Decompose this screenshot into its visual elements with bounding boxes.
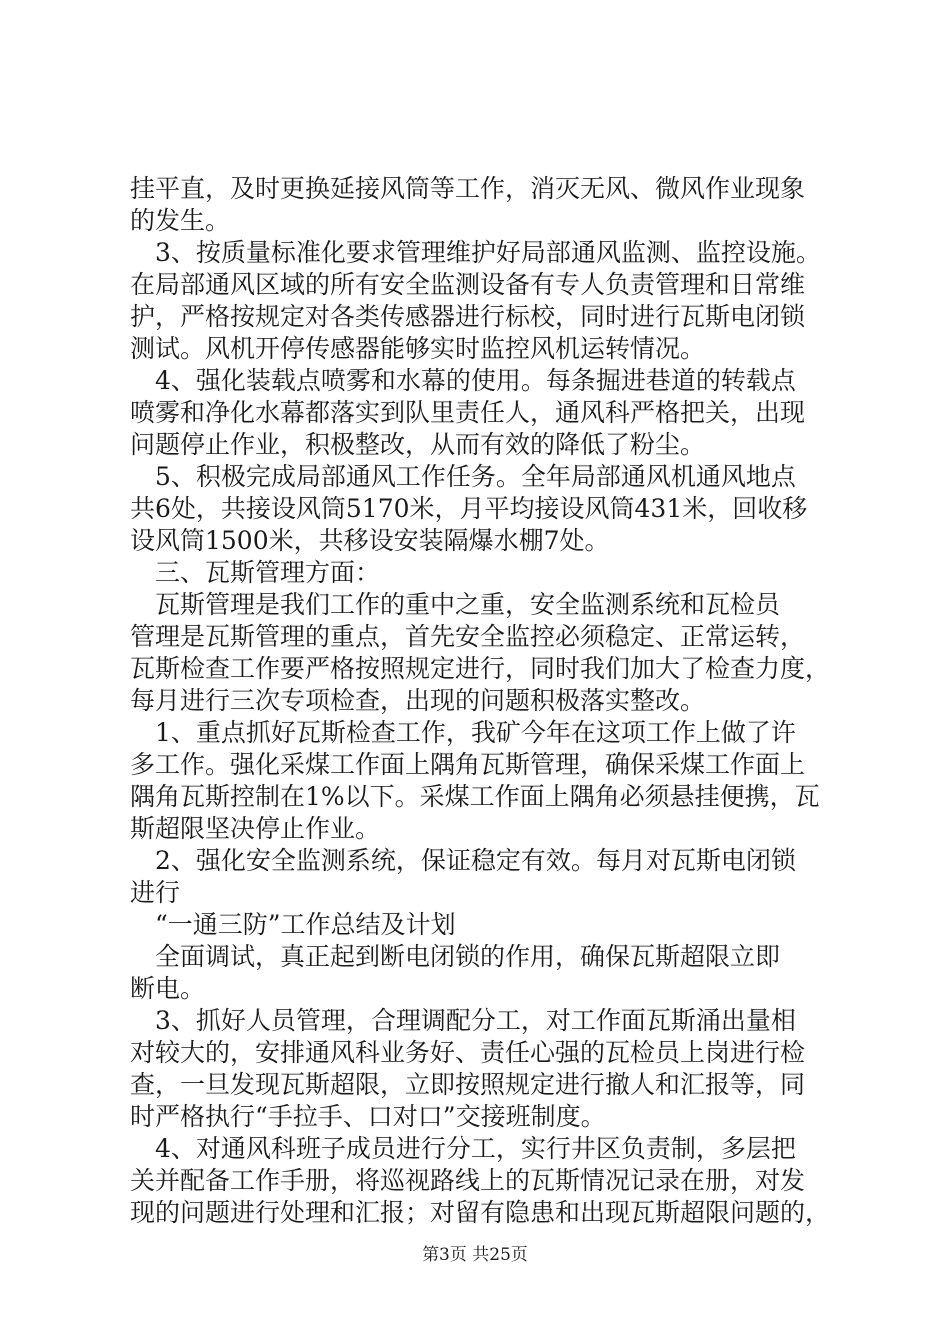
- text-line: 全面调试，真正起到断电闭锁的作用，确保瓦斯超限立即: [130, 942, 781, 971]
- text-line: 斯超限坚决停止作业。: [130, 814, 381, 843]
- text-line: 5、积极完成局部通风工作任务。全年局部通风机通风地点: [130, 462, 796, 491]
- page-footer: 第3页 共25页: [422, 1245, 528, 1265]
- text-line: 1、重点抓好瓦斯检查工作，我矿今年在这项工作上做了许: [130, 718, 796, 747]
- text-line: 现的问题进行处理和汇报；对留有隐患和出现瓦斯超限问题的，: [130, 1198, 831, 1227]
- text-line: 对较大的，安排通风科业务好、责任心强的瓦检员上岗进行检: [130, 1038, 806, 1067]
- text-line: 多工作。强化采煤工作面上隅角瓦斯管理，确保采煤工作面上: [130, 750, 806, 779]
- text-line: 测试。风机开停传感器能够实时监控风机运转情况。: [130, 334, 706, 363]
- text-line: 喷雾和净化水幕都落实到队里责任人，通风科严格把关，出现: [130, 398, 806, 427]
- text-line: “一通三防”工作总结及计划: [130, 910, 456, 939]
- text-line: 管理是瓦斯管理的重点，首先安全监控必须稳定、正常运转，: [130, 622, 806, 651]
- text-line: 3、按质量标准化要求管理维护好局部通风监测、监控设施。: [130, 238, 821, 267]
- text-line: 3、抓好人员管理，合理调配分工，对工作面瓦斯涌出量相: [130, 1006, 796, 1035]
- text-line: 瓦斯管理是我们工作的重中之重，安全监测系统和瓦检员: [130, 590, 781, 619]
- text-line: 查，一旦发现瓦斯超限，立即按照规定进行撤人和汇报等，同: [130, 1070, 806, 1099]
- text-line: 时严格执行“手拉手、口对口”交接班制度。: [130, 1102, 606, 1131]
- text-line: 关并配备工作手册，将巡视路线上的瓦斯情况记录在册，对发: [130, 1166, 806, 1195]
- document-body: [130, 173, 836, 1229]
- text-line: 在局部通风区域的所有安全监测设备有专人负责管理和日常维: [130, 270, 806, 299]
- text-line: 进行: [130, 878, 181, 907]
- text-line: 设风筒1500米，共移设安装隔爆水棚7处。: [130, 526, 610, 555]
- text-line: 问题停止作业，积极整改，从而有效的降低了粉尘。: [130, 430, 706, 459]
- text-line: 的发生。: [130, 206, 231, 235]
- text-line: 隅角瓦斯控制在1%以下。采煤工作面上隅角必须悬挂便携，瓦: [130, 782, 820, 811]
- text-line: 2、强化安全监测系统，保证稳定有效。每月对瓦斯电闭锁: [130, 846, 796, 875]
- text-line: 断电。: [130, 974, 206, 1003]
- text-line: 挂平直，及时更换延接风筒等工作，消灭无风、微风作业现象: [130, 174, 806, 203]
- text-line: 共6处，共接设风筒5170米，月平均接设风筒431米，回收移: [130, 494, 808, 523]
- text-line: 4、强化装载点喷雾和水幕的使用。每条掘进巷道的转载点: [130, 366, 796, 395]
- text-line: 4、对通风科班子成员进行分工，实行井区负责制，多层把: [130, 1134, 796, 1163]
- text-line: 护，严格按规定对各类传感器进行标校，同时进行瓦斯电闭锁: [130, 302, 806, 331]
- text-line: 瓦斯检查工作要严格按照规定进行，同时我们加大了检查力度，: [130, 654, 831, 683]
- text-line: 每月进行三次专项检查，出现的问题积极落实整改。: [130, 686, 706, 715]
- text-line: 三、瓦斯管理方面：: [130, 558, 381, 587]
